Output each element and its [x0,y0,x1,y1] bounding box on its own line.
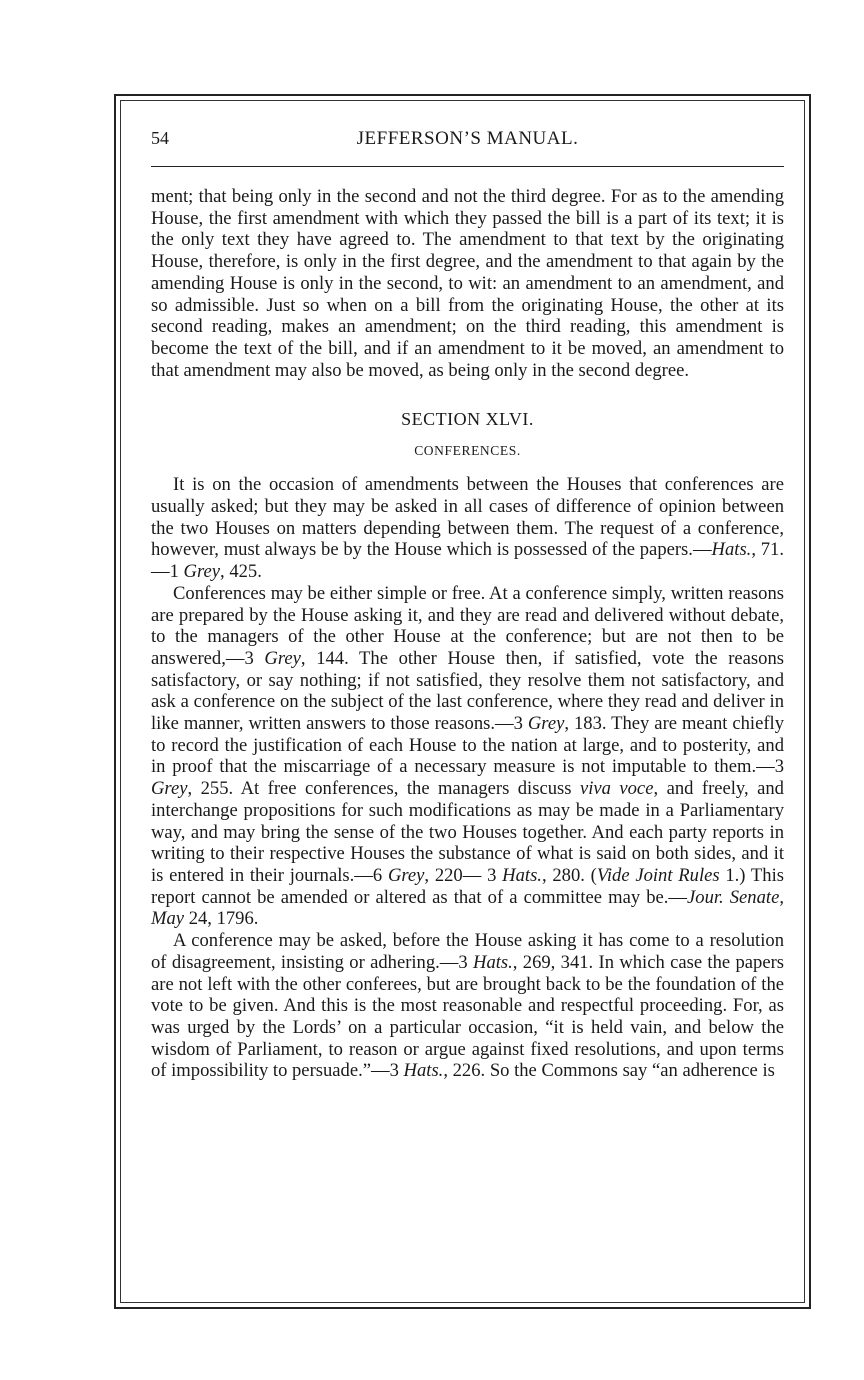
page-body [151,186,784,1082]
citation: Grey [387,864,425,886]
citation: Vide Joint Rules [596,864,720,886]
text-run: , 269, 341. In which case the papers are not left with the other conferees, but are brought back to be the foundation of the vote to be given. And this is the most reasonable and respectful proceeding. For, as was urged by the Lords’ on a particular occasion, “it is held vain, and below the wisdom of Parliament, to reason or argue against fixed resolutions, and upon terms of impossibility to persuade.”—3 [151,951,784,1082]
citation: Grey [151,778,188,800]
citation: Grey [527,713,565,735]
header-rule [151,166,784,167]
citation: Jour. Senate [687,886,780,908]
continuation-paragraph: ment; that being only in the second and not the third degree. For as to the amending House, the first amendment with which they passed the bill is a part of its text; it is the only text they have agreed to. The amendment to that text by the originating House, therefore, is only in the first degree, and the amendment to that again by the amending House is only in the second, to wit: an amendment to an amendment, and so admissible. Just so when on a bill from the originating House, the other at its second reading, makes an amendment; on the third reading, this amendment is become the text of the bill, and if an amendment to it be moved, an amendment to that amendment may also be moved, as being only in the second degree. [151,186,784,381]
running-header [151,128,784,158]
paragraph-3 [151,930,784,1082]
citation: Hats. [473,951,513,973]
section-subtitle: CONFERENCES. [414,443,521,459]
text-run: , 255. At free conferences, the managers discuss [187,778,580,800]
text-run: Conferences may be either simple or free. At a conference simply, written reasons are prepared by the House asking it, and they are read and delivered without debate, to the managers of the other House at the conference; but are not then to be answered,—3 [151,582,784,669]
text-run: , 220— 3 [424,864,503,886]
text-run: It is on the occasion of amendments between the Houses that conferences are usually asked; but they may be asked in all cases of difference of opinion between the two Houses on matters depending between them. The request of a conference, however, must always be by the House which is possessed of the papers.— [151,474,784,561]
citation: Hats. [711,539,752,561]
text-run: , 183. They are meant chiefly to record the justification of each House to the nation at large, and to posterity, and in proof that the miscarriage of a necessary measure is not imputable to them.—3 [151,713,784,778]
text-run: 24, 1796. [184,908,259,930]
text-run: , and freely, and interchange propositions for such modifications as may be made in a Parliamentary way, and may bring the sense of the two Houses together. And each party reports in writing to their respective Houses the substance of what is said on both sides, and it is entered in their journals.—6 [151,778,784,886]
page-number: 54 [151,128,169,148]
text-run: , 71.—1 [151,539,784,583]
citation: Hats. [502,864,542,886]
section-title: SECTION XLVI. [401,409,534,430]
text-run: , [779,886,784,908]
text-run: 1.) This report cannot be amended or altered as that of a committee may be.— [151,864,784,908]
citation: Hats. [403,1060,444,1082]
text-run: , 425. [220,561,262,583]
latin-phrase: viva voce [579,778,654,800]
paragraph-2 [151,583,784,930]
citation: May [151,908,185,930]
paragraph-1 [151,474,784,583]
running-title: JEFFERSON’S MANUAL. [356,128,579,149]
text-run: , 226. So the Commons say “an adherence is [443,1060,775,1082]
citation: Grey [264,647,301,669]
text-run: , 280. ( [541,864,597,886]
text-run: , 144. The other House then, if satisfied, vote the reasons satisfactory, or say nothing; if not satisfied, they resolve them not satisfactory, and ask a conference on the subject of the last conference, where they read and deliver in like manner, written answers to those reasons.—3 [151,647,784,735]
text-run: A conference may be asked, before the House asking it has come to a resolution of disagreement, insisting or adhering.—3 [151,930,784,973]
citation: Grey [183,561,221,583]
